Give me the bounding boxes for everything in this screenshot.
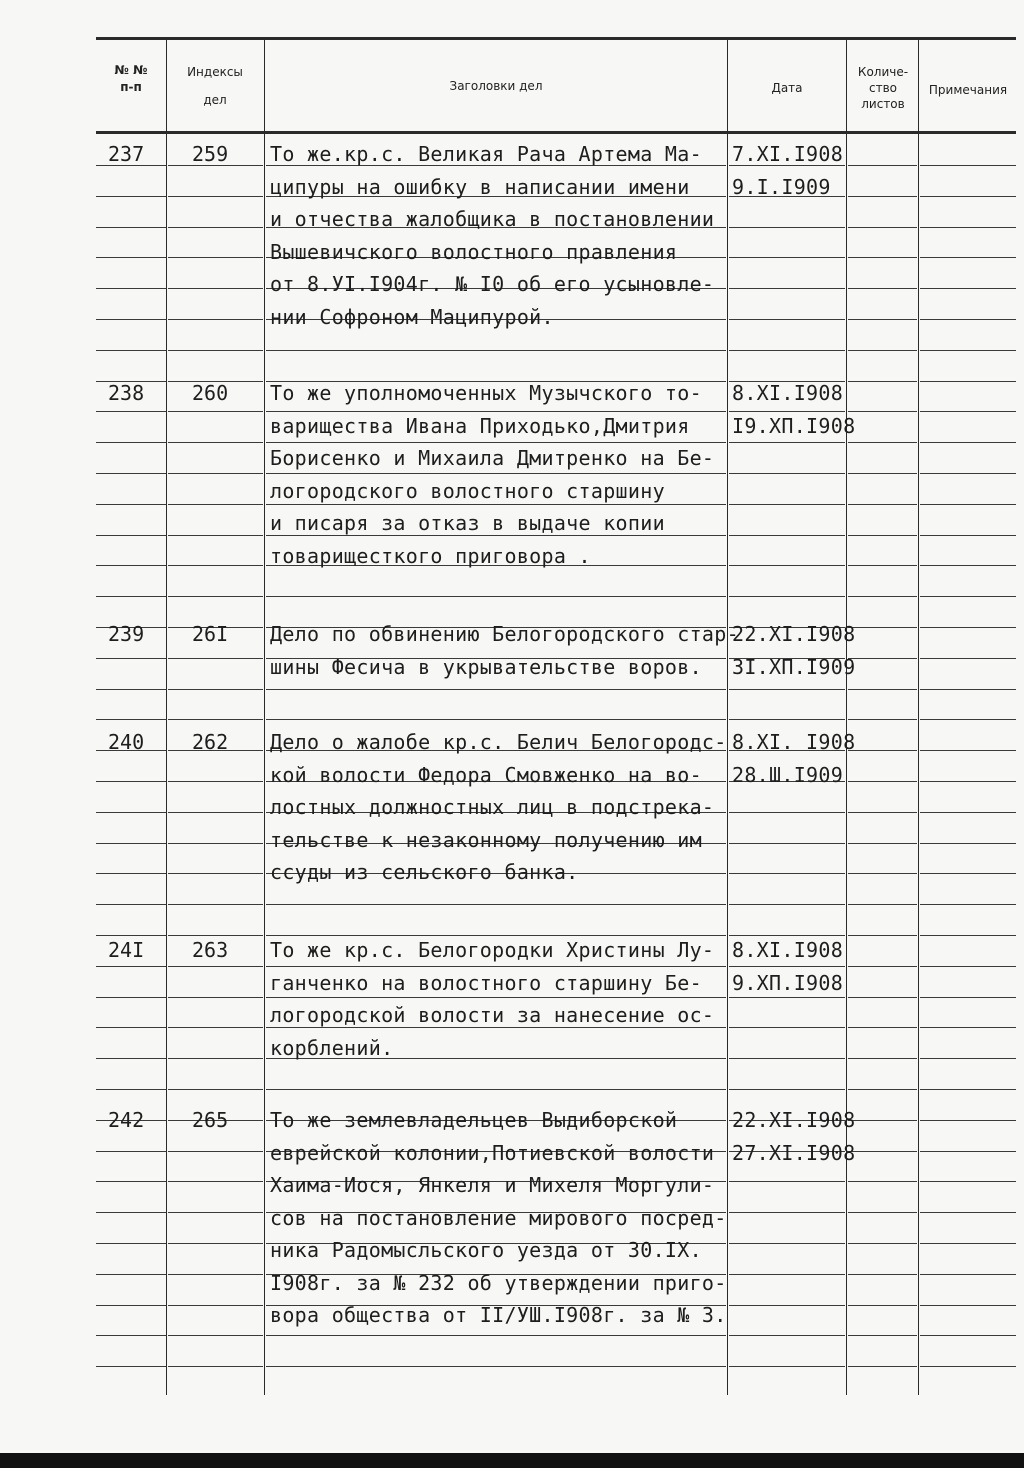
- ruling-line: [96, 935, 166, 936]
- ruling-line: [729, 411, 845, 412]
- ruling-line: [266, 350, 726, 351]
- ruling-line: [266, 1027, 726, 1028]
- ruling-line: [266, 966, 726, 967]
- ruling-line: [168, 997, 263, 998]
- ruling-line: [168, 411, 263, 412]
- ruling-line: [96, 535, 166, 536]
- ruling-line: [96, 288, 166, 289]
- ruling-line: [920, 288, 1016, 289]
- record-title-line: вора общества от II/УШ.I908г. за № 3.: [270, 1303, 727, 1327]
- ruling-line: [848, 843, 917, 844]
- ruling-line: [729, 1058, 845, 1059]
- ruling-line: [920, 1305, 1016, 1306]
- ruling-line: [96, 1243, 166, 1244]
- ruling-line: [168, 1212, 263, 1213]
- ruling-line: [266, 473, 726, 474]
- record-date: 9.I.I909: [732, 174, 831, 199]
- record-number: 240: [108, 730, 145, 754]
- ruling-line: [96, 1181, 166, 1182]
- ruling-line: [729, 565, 845, 566]
- ruling-line: [96, 257, 166, 258]
- record-title-line: товарищесткого приговора .: [270, 543, 591, 568]
- ruling-line: [266, 596, 726, 597]
- record-date: 8.XI.I908: [732, 938, 844, 962]
- ruling-line: [96, 873, 166, 874]
- ruling-line: [96, 966, 166, 967]
- ruling-line: [920, 1335, 1016, 1336]
- col-divider-4: [846, 40, 847, 1395]
- ruling-line: [920, 1120, 1016, 1121]
- record-title-line: сов на постановление мирового посред-: [270, 1205, 727, 1230]
- ruling-line: [96, 442, 166, 443]
- ruling-line: [168, 535, 263, 536]
- ruling-line: [848, 1243, 917, 1244]
- record-title-line: кой волости Федора Смовженко на во-: [270, 762, 702, 787]
- ruling-line: [920, 689, 1016, 690]
- record-title-line: Хаима-Иося, Янкеля и Михеля Моргули-: [270, 1173, 715, 1197]
- ruling-line: [848, 689, 917, 690]
- ruling-line: [920, 935, 1016, 936]
- ruling-line: [729, 288, 845, 289]
- ruling-line: [729, 1212, 845, 1213]
- col-divider-3: [727, 40, 728, 1395]
- ruling-line: [96, 997, 166, 998]
- ruling-line: [96, 1151, 166, 1152]
- record-index: 262: [192, 730, 229, 754]
- ruling-line: [168, 1058, 263, 1059]
- ruling-line: [96, 473, 166, 474]
- ruling-line: [168, 1335, 263, 1336]
- header-col-sheets: Количе- ство листов: [857, 65, 909, 111]
- ruling-line: [848, 1274, 917, 1275]
- record-title-line: логородского волостного старшину: [270, 478, 665, 503]
- record-title-line: Дело о жалобе кр.с. Белич Белогородс-: [270, 730, 727, 754]
- ruling-line: [266, 535, 726, 536]
- ruling-line: [848, 1305, 917, 1306]
- ruling-line: [920, 966, 1016, 967]
- ruling-line: [920, 1058, 1016, 1059]
- record-title-line: I908г. за № 232 об утверждении приго-: [270, 1270, 727, 1295]
- ruling-line: [96, 1212, 166, 1213]
- header-col-notes: Примечания: [928, 83, 1008, 97]
- ruling-line: [96, 781, 166, 782]
- ruling-line: [168, 843, 263, 844]
- ruling-line: [920, 658, 1016, 659]
- ruling-line: [729, 257, 845, 258]
- ruling-line: [96, 1305, 166, 1306]
- ruling-line: [729, 1274, 845, 1275]
- ruling-line: [848, 873, 917, 874]
- ruling-line: [266, 1366, 726, 1367]
- record-date: 8.XI.I908: [732, 381, 844, 405]
- ruling-line: [168, 1089, 263, 1090]
- ruling-line: [266, 904, 726, 905]
- ruling-line: [168, 442, 263, 443]
- record-number: 239: [108, 622, 145, 646]
- ruling-line: [96, 904, 166, 905]
- col-divider-5: [918, 40, 919, 1395]
- ruling-line: [729, 504, 845, 505]
- ruling-line: [729, 689, 845, 690]
- record-date: I9.XП.I908: [732, 413, 856, 438]
- record-index: 26I: [192, 622, 229, 646]
- record-index: 260: [192, 381, 229, 405]
- header-col-date: Дата: [771, 81, 803, 95]
- ruling-line: [168, 596, 263, 597]
- ruling-line: [920, 781, 1016, 782]
- ruling-line: [848, 1212, 917, 1213]
- record-title-line: шины Фесича в укрывательстве воров.: [270, 654, 702, 679]
- ruling-line: [848, 1120, 917, 1121]
- record-title-line: и отчества жалобщика в постановлении: [270, 207, 715, 231]
- ruling-line: [168, 904, 263, 905]
- ruling-line: [729, 997, 845, 998]
- ruling-line: [96, 719, 166, 720]
- ruling-line: [168, 196, 263, 197]
- ruling-line: [729, 873, 845, 874]
- record-title-line: лостных должностных лиц в подстрека-: [270, 795, 715, 819]
- record-title-line: от 8.УI.I904г. № I0 об его усыновле-: [270, 272, 715, 296]
- ruling-line: [848, 658, 917, 659]
- ruling-line: [729, 1366, 845, 1367]
- ruling-line: [168, 689, 263, 690]
- record-title-line: То же уполномоченных Музычского то-: [270, 381, 702, 405]
- ruling-line: [729, 719, 845, 720]
- ruling-line: [848, 411, 917, 412]
- ruling-line: [266, 689, 726, 690]
- ruling-line: [920, 843, 1016, 844]
- ruling-line: [848, 1335, 917, 1336]
- col-divider-2: [264, 40, 265, 1395]
- ruling-line: [920, 719, 1016, 720]
- ruling-line: [920, 381, 1016, 382]
- ruling-line: [96, 843, 166, 844]
- ruling-line: [920, 1027, 1016, 1028]
- record-date: 7.XI.I908: [732, 142, 844, 166]
- ruling-line: [848, 1058, 917, 1059]
- record-date: 9.XП.I908: [732, 970, 844, 995]
- ruling-line: [920, 1212, 1016, 1213]
- ruling-line: [920, 227, 1016, 228]
- ruling-line: [920, 1274, 1016, 1275]
- ruling-line: [168, 781, 263, 782]
- ruling-line: [920, 997, 1016, 998]
- ruling-line: [729, 1089, 845, 1090]
- record-title-line: ника Радомысльского уезда от 30.IX.: [270, 1238, 702, 1262]
- ruling-line: [96, 504, 166, 505]
- ruling-line: [920, 1366, 1016, 1367]
- ruling-line: [266, 1089, 726, 1090]
- scan-edge: [0, 1453, 1024, 1468]
- ruling-line: [848, 627, 917, 628]
- ruling-line: [848, 319, 917, 320]
- ruling-line: [848, 473, 917, 474]
- ruling-line: [848, 719, 917, 720]
- ruling-line: [848, 196, 917, 197]
- ruling-line: [920, 350, 1016, 351]
- header-col-index: Индексы дел: [187, 65, 243, 107]
- record-title-line: ципуры на ошибку в написании имени: [270, 174, 690, 199]
- ruling-line: [729, 1243, 845, 1244]
- record-index: 259: [192, 142, 229, 166]
- record-title-line: То же кр.с. Белогородки Христины Лу-: [270, 938, 715, 962]
- record-date: 28.Ш.I909: [732, 762, 844, 787]
- record-title-line: тельстве к незаконному получению им: [270, 827, 702, 852]
- ruling-line: [168, 1181, 263, 1182]
- ruling-line: [266, 719, 726, 720]
- ruling-line: [848, 596, 917, 597]
- ruling-line: [848, 535, 917, 536]
- ruling-line: [848, 165, 917, 166]
- ruling-line: [848, 1366, 917, 1367]
- ruling-line: [848, 781, 917, 782]
- ruling-line: [168, 935, 263, 936]
- ruling-line: [96, 689, 166, 690]
- ruling-line: [848, 1181, 917, 1182]
- ruling-line: [168, 1305, 263, 1306]
- ruling-line: [920, 504, 1016, 505]
- ruling-line: [920, 873, 1016, 874]
- ruling-line: [168, 873, 263, 874]
- ruling-line: [168, 658, 263, 659]
- ruling-line: [96, 812, 166, 813]
- ruling-line: [96, 1274, 166, 1275]
- ruling-line: [729, 843, 845, 844]
- ruling-line: [96, 319, 166, 320]
- col-divider-1: [166, 40, 167, 1395]
- record-index: 265: [192, 1108, 229, 1132]
- ruling-line: [848, 966, 917, 967]
- ruling-line: [96, 227, 166, 228]
- ruling-line: [729, 442, 845, 443]
- ruling-line: [729, 596, 845, 597]
- ruling-line: [920, 411, 1016, 412]
- record-title-line: еврейской колонии,Потиевской волости: [270, 1140, 715, 1165]
- ruling-line: [848, 565, 917, 566]
- record-date: 8.XI. I908: [732, 730, 856, 754]
- ruling-line: [729, 319, 845, 320]
- record-number: 24I: [108, 938, 145, 962]
- ruling-line: [96, 1089, 166, 1090]
- ruling-line: [729, 935, 845, 936]
- ruling-line: [848, 1151, 917, 1152]
- record-title-line: логородской волости за нанесение ос-: [270, 1003, 715, 1027]
- ruling-line: [848, 288, 917, 289]
- ruling-line: [920, 1243, 1016, 1244]
- ruling-line: [168, 227, 263, 228]
- ruling-line: [848, 1027, 917, 1028]
- ruling-line: [168, 1151, 263, 1152]
- ruling-line: [920, 812, 1016, 813]
- ruling-line: [168, 288, 263, 289]
- ruling-line: [96, 658, 166, 659]
- ruling-line: [920, 257, 1016, 258]
- ruling-line: [729, 812, 845, 813]
- ruling-line: [729, 535, 845, 536]
- top-border: [96, 37, 1016, 40]
- header-col-title: Заголовки дел: [449, 79, 543, 93]
- ruling-line: [168, 966, 263, 967]
- header-col-no: № № п-п: [114, 63, 148, 94]
- record-title-line: То же.кр.с. Великая Рача Артема Ма-: [270, 142, 702, 166]
- ruling-line: [168, 719, 263, 720]
- ruling-line: [266, 1335, 726, 1336]
- ruling-line: [848, 812, 917, 813]
- record-date: 27.XI.I908: [732, 1140, 856, 1165]
- ruling-line: [920, 165, 1016, 166]
- ruling-line: [168, 1027, 263, 1028]
- ruling-line: [848, 257, 917, 258]
- ruling-line: [96, 1058, 166, 1059]
- ruling-line: [848, 442, 917, 443]
- record-title-line: Вышевичского волостного правления: [270, 239, 678, 264]
- ruling-line: [729, 1027, 845, 1028]
- ruling-line: [920, 535, 1016, 536]
- record-date: 22.XI.I908: [732, 622, 856, 646]
- ruling-line: [920, 596, 1016, 597]
- ruling-line: [920, 473, 1016, 474]
- ruling-line: [168, 1366, 263, 1367]
- ruling-line: [266, 442, 726, 443]
- ruling-line: [96, 1335, 166, 1336]
- ruling-line: [848, 381, 917, 382]
- ruling-line: [96, 565, 166, 566]
- ruling-line: [96, 196, 166, 197]
- record-title-line: корблений.: [270, 1035, 394, 1060]
- ruling-line: [920, 1089, 1016, 1090]
- ruling-line: [266, 504, 726, 505]
- ruling-line: [96, 1366, 166, 1367]
- ruling-line: [920, 319, 1016, 320]
- record-title-line: ганченко на волостного старшину Бе-: [270, 970, 702, 995]
- ruling-line: [729, 1335, 845, 1336]
- record-number: 237: [108, 142, 145, 166]
- ruling-line: [920, 1181, 1016, 1182]
- ruling-line: [96, 596, 166, 597]
- ruling-line: [848, 935, 917, 936]
- ruling-line: [168, 1243, 263, 1244]
- ruling-line: [168, 319, 263, 320]
- ruling-line: [96, 411, 166, 412]
- ruling-line: [168, 565, 263, 566]
- record-number: 238: [108, 381, 145, 405]
- record-title-line: ссуды из сельского банка.: [270, 860, 579, 884]
- ruling-line: [729, 904, 845, 905]
- ruling-line: [168, 812, 263, 813]
- ruling-line: [729, 227, 845, 228]
- record-number: 242: [108, 1108, 145, 1132]
- ruling-line: [96, 350, 166, 351]
- ruling-line: [729, 350, 845, 351]
- ruling-line: [848, 1089, 917, 1090]
- ruling-line: [920, 442, 1016, 443]
- ruling-line: [920, 196, 1016, 197]
- record-index: 263: [192, 938, 229, 962]
- record-title-line: Борисенко и Михаила Дмитренко на Бе-: [270, 446, 715, 470]
- ruling-line: [920, 904, 1016, 905]
- ruling-line: [848, 904, 917, 905]
- ruling-line: [848, 997, 917, 998]
- ruling-line: [266, 997, 726, 998]
- ruling-line: [729, 1305, 845, 1306]
- ruling-line: [848, 504, 917, 505]
- ruling-line: [729, 966, 845, 967]
- ruling-line: [848, 350, 917, 351]
- ruling-line: [96, 1027, 166, 1028]
- ruling-line: [168, 257, 263, 258]
- record-title-line: нии Софроном Маципурой.: [270, 304, 554, 329]
- ruling-line: [920, 627, 1016, 628]
- ruling-line: [920, 1151, 1016, 1152]
- ruling-line: [168, 473, 263, 474]
- record-title-line: варищества Ивана Приходько,Дмитрия: [270, 413, 690, 438]
- record-title-line: Дело по обвинению Белогородского стар-: [270, 622, 739, 646]
- record-title-line: и писаря за отказ в выдаче копии: [270, 511, 665, 535]
- ruling-line: [168, 504, 263, 505]
- ruling-line: [168, 350, 263, 351]
- record-date: 3I.XП.I909: [732, 654, 856, 679]
- ruling-line: [266, 935, 726, 936]
- record-title-line: То же землевладельцев Выдиборской: [270, 1108, 678, 1132]
- record-date: 22.XI.I908: [732, 1108, 856, 1132]
- ruling-line: [266, 411, 726, 412]
- ruling-line: [848, 227, 917, 228]
- ruling-line: [729, 1181, 845, 1182]
- ruling-line: [729, 473, 845, 474]
- ruling-line: [168, 1274, 263, 1275]
- ruling-line: [848, 750, 917, 751]
- ruling-line: [920, 565, 1016, 566]
- ruling-line: [920, 750, 1016, 751]
- header-bottom-border: [96, 131, 1016, 134]
